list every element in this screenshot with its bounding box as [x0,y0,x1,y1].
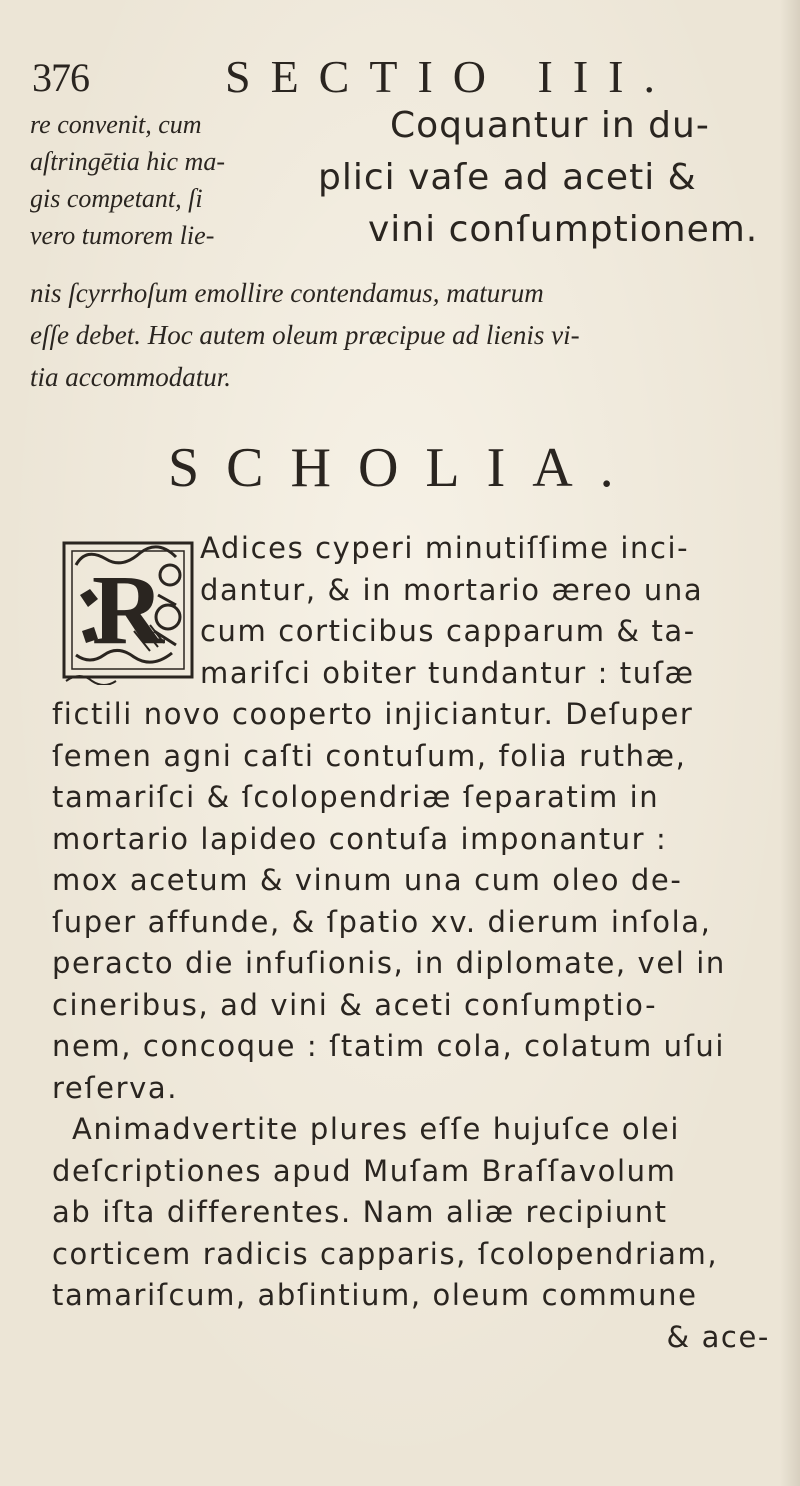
section-heading: SCHOLIA. [168,437,641,499]
body-line: ſuper affunde, & ſpatio xv. dierum inſola, [52,904,712,939]
body-line: dantur, & in mortario æreo una [200,572,704,607]
body-line: Animadvertite plures eſſe hujuſce olei [72,1112,681,1146]
scholia-body [52,528,792,1358]
side-note-continuation [30,272,770,398]
body-line: Adices cyperi minutiſſime inci- [200,531,690,565]
drop-cap-letter: R [91,554,165,665]
body-line: peracto die infuſionis, in diplomate, vel in [52,946,726,980]
continuation-line: nis ſcyrrhoſum emollire contendamus, maturum [30,278,544,308]
side-note-line: vero tumorem lie- [30,221,215,250]
instruction-line: plici vaſe ad aceti & [318,157,697,198]
running-head: SECTIO III. [225,51,675,102]
body-line: tamariſcum, abſintium, oleum commune [52,1278,698,1312]
side-note [30,106,300,254]
instruction-line: vini conſumptionem. [368,209,759,250]
side-note-line: gis competant, ſi [30,184,203,213]
body-line: ſemen agni caſti contuſum, folia ruthæ, [52,738,687,773]
body-line: mortario lapideo contuſa imponantur : [52,821,668,856]
page-number: 376 [32,55,89,100]
body-line: cum corticibus capparum & ta- [200,614,696,648]
body-line: ab iſta differentes. Nam aliæ recipiunt [52,1195,668,1229]
body-line: mox acetum & vinum una cum oleo de- [52,863,683,897]
body-line: reſerva. [52,1070,179,1105]
body-line: mariſci obiter tundantur : tuſæ [200,655,695,690]
body-line: tamariſci & ſcolopendriæ ſeparatim in [52,780,660,814]
continuation-line: tia accommodatur. [30,362,231,392]
body-line: deſcriptiones apud Muſam Braſſavolum [52,1153,677,1188]
page-header [32,50,772,106]
continuation-line: eſſe debet. Hoc autem oleum præcipue ad lienis vi- [30,320,580,350]
body-line: nem, concoque : ſtatim cola, colatum uſui [52,1029,726,1063]
side-note-line: aſtringētia hic ma- [30,147,225,176]
body-line: corticem radicis capparis, ſcolopendriam, [52,1236,719,1271]
instruction-line: Coquantur in du- [390,105,710,146]
body-line: fictili novo cooperto injiciantur. Deſuper [52,697,694,731]
catchword: & ace- [666,1319,770,1354]
side-note-line: re convenit, cum [30,110,202,139]
body-line: cineribus, ad vini & aceti conſumptio- [52,987,658,1022]
recipe-instruction [318,100,778,256]
